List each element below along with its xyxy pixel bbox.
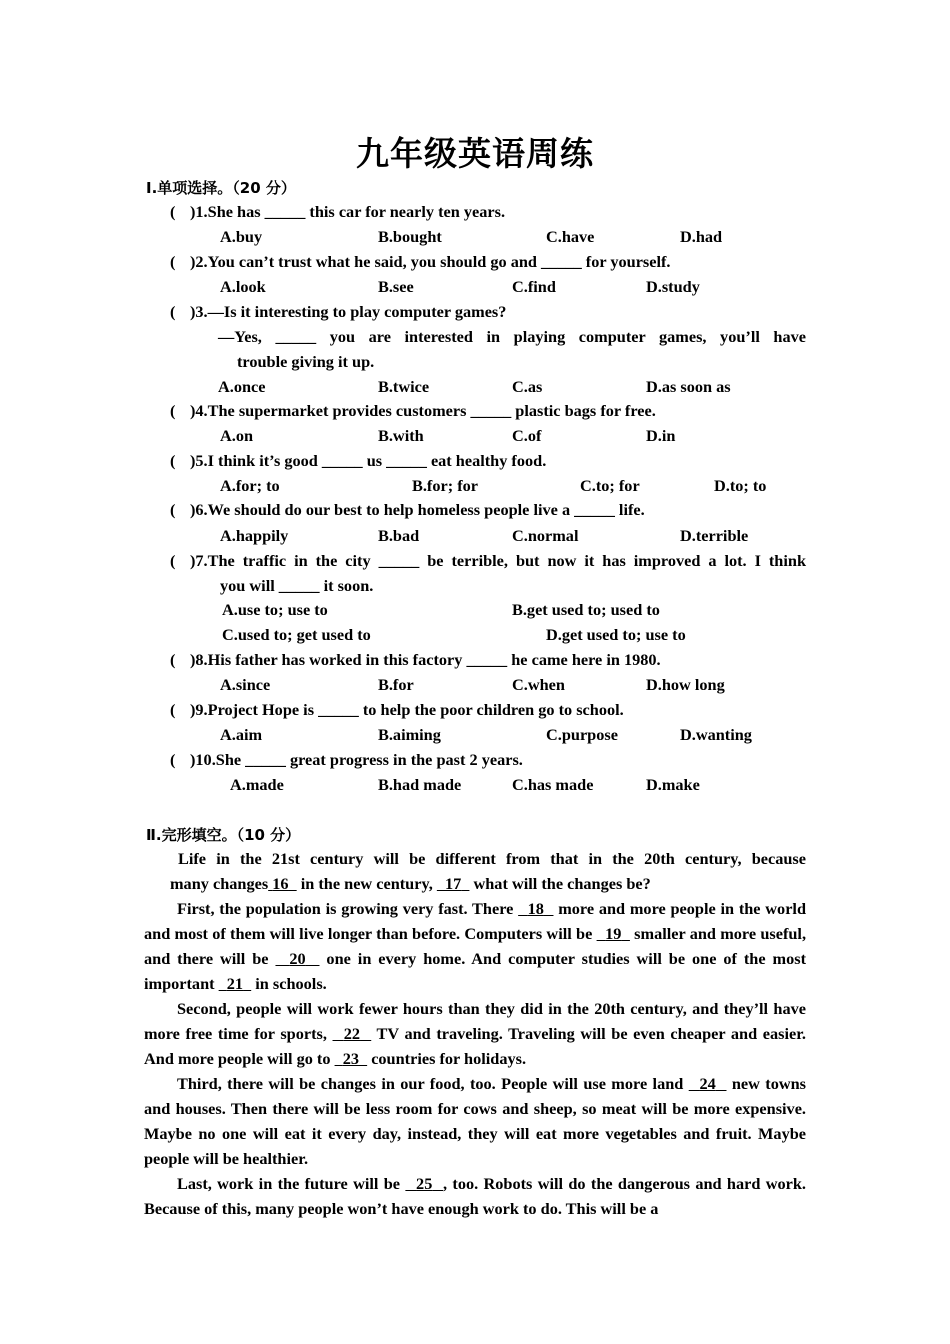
paragraph-4: Third, there will be changes in our food, too. People will use more land 24 new towns and houses. Then there will be less room for cows and sheep, so meat will be more expensive. Maybe no one will eat it every day, instead, they will eat more vegetables and fruit. Maybe people will be healthier.	[144, 1074, 806, 1168]
paragraph-1-line-2: many changes 16 in the new century, 17 what will the changes be?	[170, 874, 651, 893]
option-a: A.for; to	[220, 476, 280, 495]
option-d: D.study	[646, 277, 700, 296]
blank-25: 25	[416, 1174, 433, 1193]
question-3-line-3: trouble giving it up.	[237, 352, 375, 371]
option-a: A.once	[218, 377, 266, 396]
option-b: B.aiming	[378, 725, 441, 744]
option-a: A.happily	[220, 526, 289, 545]
question-1: ( )1.She has _____ this car for nearly ten years.	[170, 202, 506, 221]
blank-20: 20	[289, 949, 306, 968]
question-3-line-2: —Yes, _____ you are interested in playing computer games, you’ll have	[218, 327, 806, 346]
question-2: ( )2.You can’t trust what he said, you should go and _____ for yourself.	[170, 252, 671, 271]
paragraph-3: Second, people will work fewer hours than they did in the 20th century, and they’ll have more free time for sports, 22 TV and traveling. Traveling will be even cheaper and easier. And more people will go to 23 countries for holidays.	[144, 999, 806, 1068]
paragraph-2: First, the population is growing very fast. There 18 more and more people in the world and most of them will live longer than before. Computers will be 19 smaller and more useful, and there will be 20 one in every home. And computer studies will be one of the most important 21 in schools.	[144, 899, 807, 993]
option-c: C.used to; get used to	[222, 625, 371, 644]
blank-22: 22	[343, 1024, 361, 1043]
question-3: ( )3.—Is it interesting to play computer games?	[170, 302, 507, 321]
option-d: D.make	[646, 775, 700, 794]
option-d: D.had	[680, 227, 723, 246]
option-d: D.wanting	[680, 725, 752, 744]
option-c: C.find	[512, 277, 556, 296]
question-4: ( )4.The supermarket provides customers _____ plastic bags for free.	[170, 401, 656, 420]
option-c: C.has made	[512, 775, 594, 794]
paragraph-5: Last, work in the future will be 25 , too. Robots will do the dangerous and hard work. Because of this, many people won’t have enough work to do. This will be a	[144, 1174, 806, 1218]
option-d: D.how long	[646, 675, 725, 694]
blank-16: 16	[272, 874, 289, 893]
option-d: D.get used to; use to	[546, 625, 686, 644]
option-c: C.have	[546, 227, 595, 246]
option-b: B.with	[378, 426, 424, 445]
option-d: D.to; to	[714, 476, 767, 495]
option-a: A.buy	[220, 227, 263, 246]
option-c: C.when	[512, 675, 565, 694]
question-9: ( )9.Project Hope is _____ to help the poor children go to school.	[170, 700, 624, 719]
option-b: B.for; for	[412, 476, 478, 495]
option-b: B.for	[378, 675, 414, 694]
question-8: ( )8.His father has worked in this factory _____ he came here in 1980.	[170, 650, 661, 669]
option-c: C.to; for	[580, 476, 640, 495]
blank-17: 17	[445, 874, 462, 893]
option-c: C.as	[512, 377, 543, 396]
page-title: 九年级英语周练	[356, 134, 594, 173]
option-b: B.get used to; used to	[512, 600, 660, 619]
blank-19: 19	[605, 924, 622, 943]
option-c: C.normal	[512, 526, 579, 545]
blank-24: 24	[699, 1074, 716, 1093]
option-a: A.since	[220, 675, 271, 694]
option-b: B.bad	[378, 526, 420, 545]
blank-21: 21	[226, 974, 244, 993]
question-6: ( )6.We should do our best to help homeless people live a _____ life.	[170, 500, 645, 519]
option-b: B.had made	[378, 775, 462, 794]
option-a: A.on	[220, 426, 254, 445]
option-d: D.in	[646, 426, 676, 445]
section-1-heading: Ⅰ.单项选择。（20 分）	[146, 179, 296, 197]
option-a: A.look	[220, 277, 266, 296]
option-b: B.twice	[378, 377, 430, 396]
option-a: A.use to; use to	[222, 600, 328, 619]
option-b: B.bought	[378, 227, 442, 246]
option-c: C.of	[512, 426, 542, 445]
option-a: A.made	[230, 775, 284, 794]
option-b: B.see	[378, 277, 414, 296]
option-d: D.as soon as	[646, 377, 731, 396]
paragraph-1-line-1: Life in the 21st century will be different from that in the 20th century, because	[178, 849, 806, 868]
question-5: ( )5.I think it’s good _____ us _____ eat healthy food.	[170, 451, 547, 470]
question-10: ( )10.She _____ great progress in the past 2 years.	[170, 750, 523, 769]
option-d: D.terrible	[680, 526, 749, 545]
option-a: A.aim	[220, 725, 263, 744]
question-7-line-2: you will _____ it soon.	[220, 576, 374, 595]
blank-23: 23	[342, 1049, 359, 1068]
section-2-heading: Ⅱ.完形填空。（10 分）	[146, 826, 301, 844]
question-7: ( )7.The traffic in the city _____ be terrible, but now it has improved a lot. I think	[170, 551, 806, 570]
option-c: C.purpose	[546, 725, 618, 744]
blank-18: 18	[527, 899, 544, 918]
